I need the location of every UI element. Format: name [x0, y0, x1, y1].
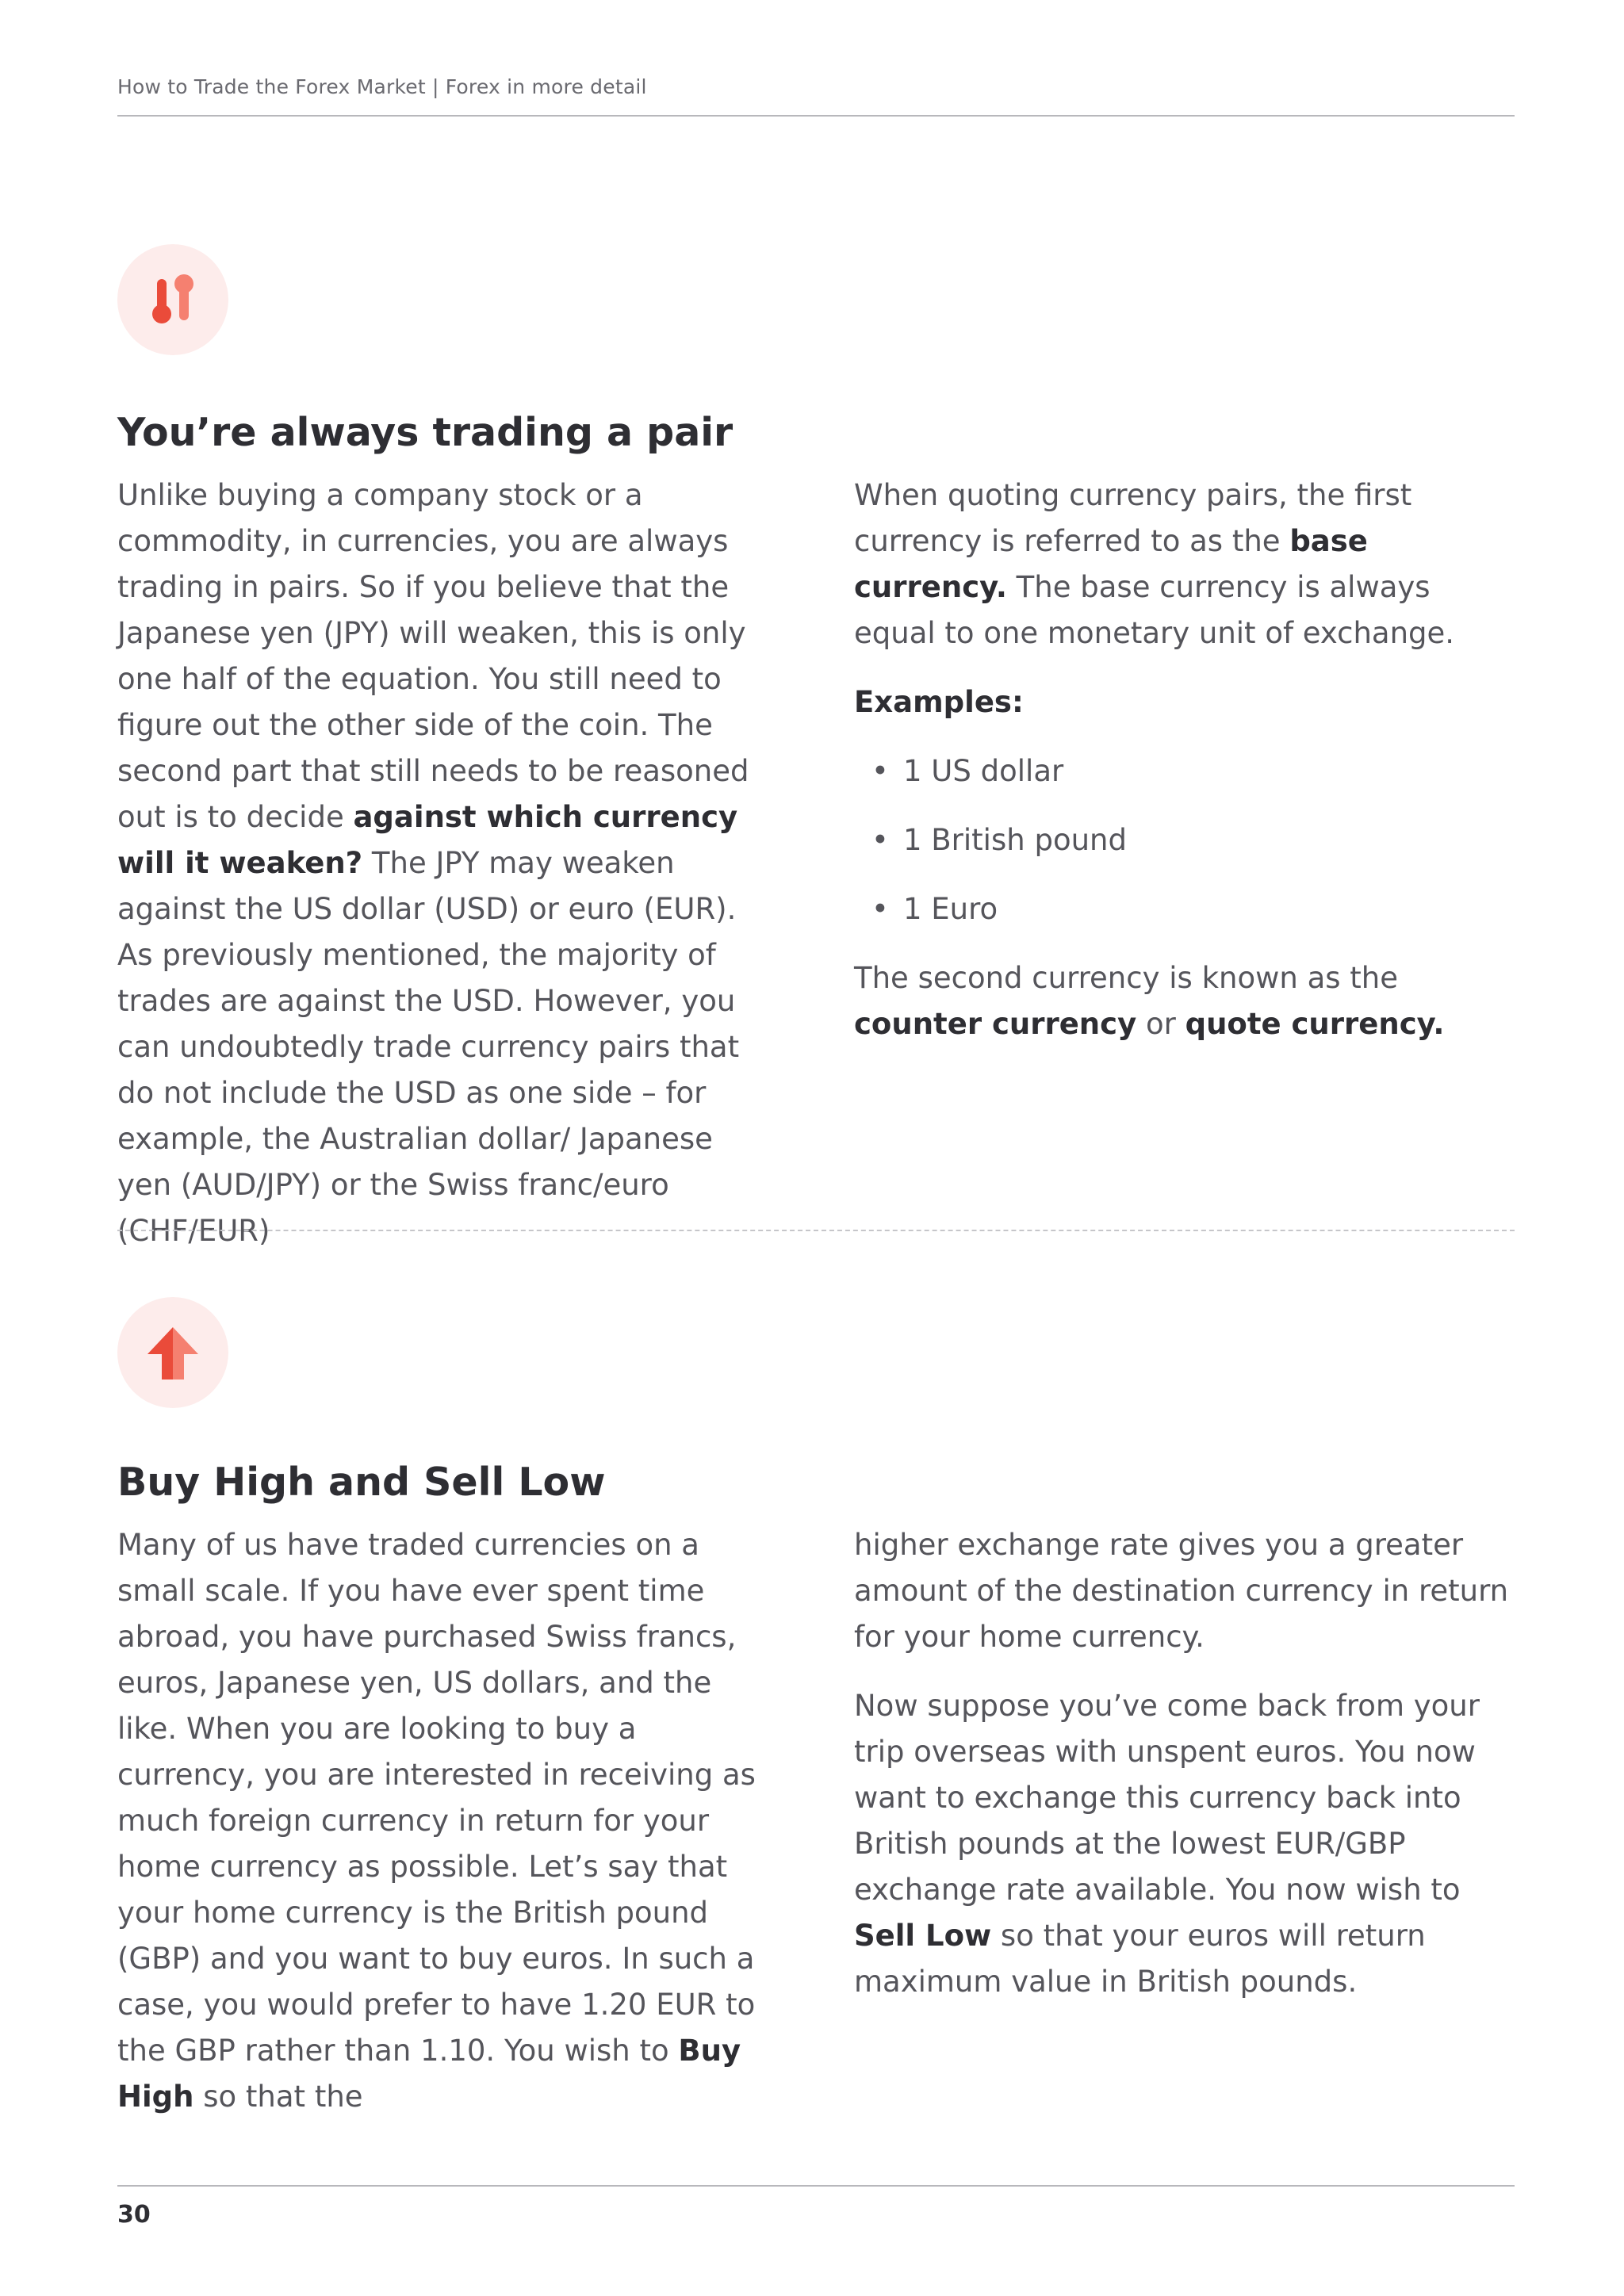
- paragraph: [117, 1522, 768, 2120]
- examples-list: [854, 748, 1520, 932]
- paragraph: higher exchange rate gives you a greater amount of the destination currency in return for your home currency.: [854, 1528, 1509, 1654]
- list-item: [854, 886, 1520, 932]
- section1-right-column: [854, 473, 1520, 1047]
- section1-left-column: [117, 473, 768, 1254]
- header-rule: [117, 115, 1515, 117]
- text-run: so that your euros will return maximum value in British pounds.: [854, 1919, 1426, 1999]
- paragraph: [854, 955, 1520, 1047]
- section2-right-column: [854, 1522, 1520, 2005]
- paragraph: [117, 473, 768, 1254]
- text-run: Many of us have traded currencies on a small scale. If you have ever spent time abroad, you have purchased Swiss francs, euros, Japanese yen, US dollars, and the like. When you are looking to buy a currency, you are interested in receiving as much foreign currency in return for your home currency as possible. Let’s say that your home currency is the British pound (GBP) and you want to buy euros. In such a case, you would prefer to have 1.20 EUR to the GBP rather than 1.10. You wish to: [117, 1528, 756, 2068]
- paragraph: [854, 1683, 1520, 2005]
- list-item-text: 1 US dollar: [903, 754, 1064, 788]
- text-run: The JPY may weaken against the US dollar (USD) or euro (EUR). As previously mentioned, the majority of trades are against the USD. However, you can undoubtedly trade currency pairs that do not include the USD as one side – for example, the Australian dollar/ Japanese yen (AUD/JPY) or the Swiss franc/euro (CHF/EUR): [117, 846, 740, 1248]
- thermometer-pair-icon: [117, 244, 228, 355]
- bold-text: counter currency: [854, 1007, 1137, 1041]
- footer-rule: [117, 2185, 1515, 2187]
- section2-left-column: [117, 1522, 768, 2120]
- text-run: When quoting currency pairs, the first currency is referred to as the: [854, 478, 1412, 558]
- arrow-up-icon: [117, 1297, 228, 1408]
- section-title: Buy High and Sell Low: [117, 1460, 606, 1505]
- list-item-text: 1 Euro: [903, 892, 998, 926]
- text-run: or: [1136, 1007, 1185, 1041]
- list-item-text: 1 British pound: [903, 823, 1127, 857]
- bold-text: against which currency will it weaken?: [117, 800, 738, 880]
- text-run: The base currency is always equal to one monetary unit of exchange.: [854, 570, 1455, 650]
- bold-text: Buy High: [117, 2034, 741, 2114]
- list-item: [854, 748, 1520, 794]
- section-title: You’re always trading a pair: [117, 410, 733, 455]
- paragraph: [854, 473, 1520, 656]
- text-run: The second currency is known as the: [854, 961, 1398, 995]
- section-divider: [117, 1230, 1515, 1231]
- text-run: so that the: [193, 2080, 363, 2114]
- running-header: How to Trade the Forex Market | Forex in more detail: [117, 75, 647, 98]
- text-run: Unlike buying a company stock or a commodity, in currencies, you are always trading in pairs. So if you believe that the Japanese yen (JPY) will weaken, this is only one half of the equation. You still need to figure out the other side of the coin. The second part that still needs to be reasoned out is to decide: [117, 478, 749, 834]
- bold-text: base currency.: [854, 524, 1368, 604]
- list-item: [854, 817, 1520, 863]
- examples-heading: Examples:: [854, 685, 1024, 719]
- bold-text: Sell Low: [854, 1919, 992, 1953]
- bullet-icon: •: [871, 754, 889, 788]
- bold-text: quote currency.: [1185, 1007, 1445, 1041]
- bullet-icon: •: [871, 823, 889, 857]
- text-run: Now suppose you’ve come back from your trip overseas with unspent euros. You now want to exchange this currency back into British pounds at the lowest EUR/GBP exchange rate available. You now wish to: [854, 1689, 1480, 1907]
- bullet-icon: •: [871, 892, 889, 926]
- page-number: 30: [117, 2201, 151, 2229]
